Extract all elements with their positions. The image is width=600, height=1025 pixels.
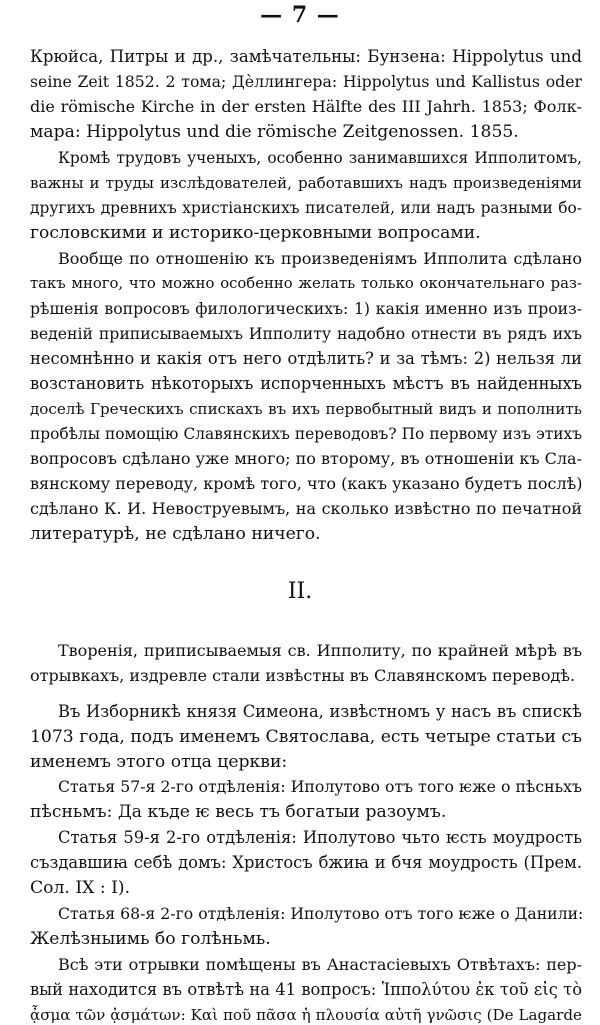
text-line: Всѣ эти отрывки помѣщены въ Анастасіевыхъ Отвѣтахъ: пер-: [58, 955, 582, 974]
text-line: пробѣлы помощію Славянскихъ переводовъ? По первому изъ этихъ: [30, 425, 582, 443]
text-line: отрывкахъ, издревле стали извѣстны въ Славянскомъ переводѣ.: [30, 666, 576, 685]
page-number: — 7 —: [260, 2, 340, 28]
text-line: несомнѣнно и какія отъ него отдѣлить? и за тѣмъ: 2) нельзя ли: [30, 349, 582, 368]
text-line: ᾆσμα τῶν ᾀσμάτων: Καὶ ποῦ πᾶσα ἡ πλουσία αὐτῆ γνῶσις (De Lagarde: [30, 1006, 582, 1024]
text-line: мара: Hippolytus und die römische Zeitgenossen. 1855.: [30, 122, 519, 142]
text-line: вый находится въ отвѣтѣ на 41 вопросъ: Ἱππολύτου ἐκ τοῦ εἰς τὸ: [30, 980, 582, 999]
text-line: Въ Изборникѣ князя Симеона, извѣстномъ у насъ въ спискѣ: [58, 702, 582, 721]
text-line: Статья 68-я 2-го отдѣленія: Иполутово отъ того ѥже о Данили:: [58, 904, 584, 923]
text-line: Сол. IX : I).: [30, 878, 131, 898]
text-line: важны и труды изслѣдователей, работавшихъ надъ произведеніями: [30, 174, 582, 192]
text-line: такъ много, что можно особенно желать только окончательнаго раз-: [30, 275, 582, 292]
text-line: именемъ этого отца церкви:: [30, 752, 288, 772]
text-line: die römische Kirche in der ersten Hälfte des III Jahrh. 1853; Фолк-: [30, 97, 582, 116]
text-line: сдѣлано К. И. Невоструевымъ, на сколько извѣстно по печатной: [30, 499, 582, 518]
text-line: рѣшенія вопросовъ филологическихъ: 1) какія именно изъ произ-: [30, 299, 582, 318]
text-line: Крюйса, Питры и др., замѣчательны: Бунзена: Hippolytus und: [30, 47, 582, 66]
section-heading: II.: [287, 579, 313, 604]
text-line: Кромѣ трудовъ ученыхъ, особенно занимавшихся Ипполитомъ,: [58, 149, 582, 167]
text-line: seine Zeit 1852. 2 тома; Дѐллингера: Hippolytus und Kallistus oder: [30, 72, 582, 91]
text-line: вопросовъ сдѣлано уже много; по второму, въ отношеніи къ Сла-: [30, 449, 582, 468]
text-line: 1073 года, подъ именемъ Святослава, есть четыре статьи съ: [30, 727, 582, 747]
text-line: пѣсньмъ: Да къде ѥ весь тъ богатыи разоумъ.: [30, 802, 447, 822]
text-line: Статья 59-я 2-го отдѣленія: Иполутово чьто ѥсть моудрость: [58, 828, 582, 847]
text-line: Вообще по отношенію къ произведеніямъ Ипполита сдѣлано: [58, 249, 582, 268]
text-line: возстановить нѣкоторыхъ испорченныхъ мѣстъ въ найденныхъ: [30, 374, 582, 393]
text-line: литературѣ, не сдѣлано ничего.: [30, 524, 321, 544]
text-line: Творенія, приписываемыя св. Ипполиту, по крайней мѣрѣ въ: [58, 641, 582, 660]
text-line: Статья 57-я 2-го отдѣленія: Иполутово отъ того ѥже о пѣсньхъ: [58, 777, 582, 796]
text-line: доселѣ Греческихъ спискахъ въ ихъ первобытный видъ и пополнить: [30, 400, 582, 418]
text-line: гословскими и историко-церковными вопросами.: [30, 223, 481, 243]
text-line: създавшиꙗ себѣ домъ: Христосъ бжиꙗ и бчя моудрость (Прем.: [30, 853, 582, 872]
text-line: Желѣзныимь бо голѣньмь.: [30, 929, 271, 949]
text-line: вянскому переводу, кромѣ того, что (какъ указано будетъ послѣ): [30, 474, 583, 493]
text-line: другихъ древнихъ христіанскихъ писателей, или надъ разными бо-: [30, 199, 582, 217]
text-line: веденій приписываемыхъ Ипполиту надобно отнести въ рядъ ихъ: [30, 324, 582, 343]
